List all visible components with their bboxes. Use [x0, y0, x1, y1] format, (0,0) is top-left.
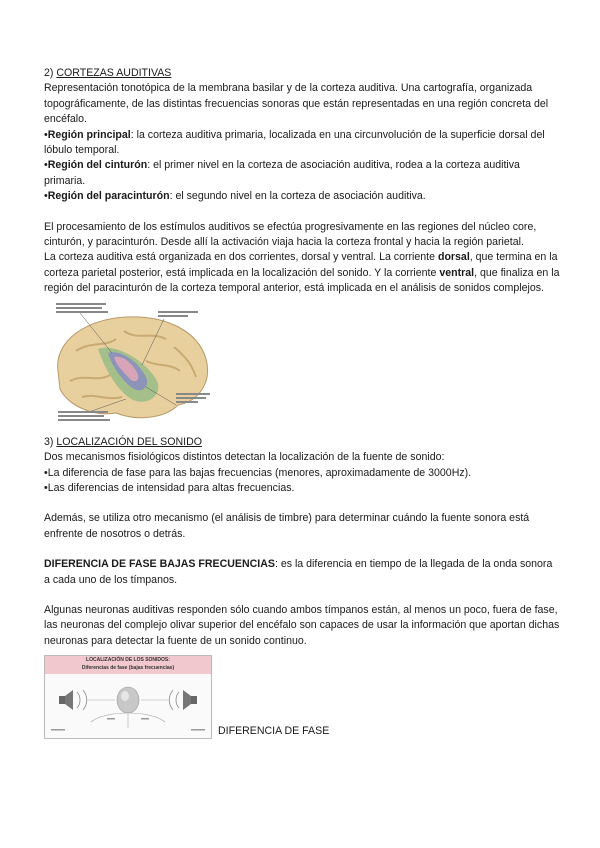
section-title: LOCALIZACIÓN DEL SONIDO: [56, 435, 202, 448]
paragraph: Algunas neuronas auditivas responden sólo cuando ambos tímpanos están, al menos un poco, fuera de fase, las neuronas del complejo olivar superior del encéfalo son capaces de usar la información que aportan dichas neuronas para detectar la fuente de un sonido continuo.: [44, 603, 560, 647]
bullet-glyph: •: [44, 466, 48, 479]
bold-term: Región principal: [47, 128, 131, 141]
section-3-heading: [44, 435, 560, 450]
head-icon: [117, 687, 139, 713]
paragraph: [44, 250, 560, 296]
bold-term: Región del cinturón: [47, 159, 148, 172]
text-run: : es la diferencia en tiempo de la llegada de la onda sonora a cada uno de los tímpanos.: [44, 558, 553, 586]
bold-term: DIFERENCIA DE FASE BAJAS FRECUENCIAS: [44, 558, 275, 571]
bold-term: Región del paracinturón: [47, 190, 170, 203]
text-run: , que finaliza en la región del paracinturón de la corteza temporal anterior, está implicada en el análisis de sonidos complejos.: [44, 266, 560, 295]
speaker-left-icon: [59, 690, 73, 710]
section-2-heading: [44, 66, 560, 81]
bullet-item: [44, 158, 560, 189]
paragraph: Representación tonotópica de la membrana basilar y de la corteza auditiva. Una cartografía, organizada topográficamente, de las distintas frecuencias sonoras que están representadas en una región concreta del encéfalo.: [44, 82, 549, 126]
bold-term: dorsal: [437, 251, 470, 264]
speaker-right-icon: [183, 690, 197, 710]
paragraph: El procesamiento de los estímulos auditivos se efectúa progresivamente en las regiones del núcleo core, cinturón, y paracinturón. Desde allí la activación viaja hacia la corteza frontal y hacia la región parietal.: [44, 220, 537, 249]
figure-caption: DIFERENCIA DE FASE: [218, 724, 330, 737]
brain-figure: [46, 301, 216, 429]
phase-figure-row: [44, 655, 560, 739]
bullet-glyph: •: [44, 481, 48, 494]
bold-term: ventral: [439, 266, 475, 279]
paragraph: Además, se utiliza otro mecanismo (el análisis de timbre) para determinar cuándo la fuente sonora está enfrente de nosotros o detrás.: [44, 512, 530, 540]
document-page: [44, 66, 560, 739]
section-number: 3): [44, 435, 57, 448]
bullet-item: [44, 466, 560, 481]
figure-subtitle: Diferencias de fase (bajas frecuencias): [81, 665, 175, 672]
bullet-text: Las diferencias de intensidad para altas frecuencias.: [47, 481, 295, 494]
phase-difference-figure: [44, 655, 212, 739]
bullet-item: [44, 128, 560, 159]
text-run: La corteza auditiva está organizada en dos corrientes, dorsal y ventral. La corriente: [44, 251, 438, 264]
section-number: 2): [44, 67, 57, 79]
bullet-glyph: •: [44, 128, 48, 141]
bullet-item: [44, 189, 560, 204]
paragraph: [44, 557, 560, 588]
paragraph: Dos mecanismos fisiológicos distintos detectan la localización de la fuente de sonido:: [44, 451, 445, 464]
bullet-text: : el primer nivel en la corteza de asociación auditiva, rodea a la corteza auditiva primaria.: [44, 159, 520, 187]
bullet-text: : la corteza auditiva primaria, localizada en una circunvolución de la superficie dorsal del lóbulo temporal.: [44, 128, 545, 157]
bullet-text: : el segundo nivel en la corteza de asociación auditiva.: [169, 190, 426, 203]
bullet-glyph: •: [44, 190, 48, 203]
text-run: , que termina en la corteza parietal posterior, está implicada en la localización del sonido. Y la corriente: [44, 251, 558, 279]
brain-illustration: [46, 301, 216, 429]
figure-title: LOCALIZACIÓN DE LOS SONIDOS:: [86, 657, 170, 664]
bullet-item: [44, 481, 560, 496]
phase-illustration: [45, 656, 211, 738]
section-title: CORTEZAS AUDITIVAS: [56, 67, 172, 79]
bullet-glyph: •: [44, 159, 48, 172]
bullet-text: La diferencia de fase para las bajas frecuencias (menores, aproximadamente de 3000Hz).: [47, 466, 472, 479]
